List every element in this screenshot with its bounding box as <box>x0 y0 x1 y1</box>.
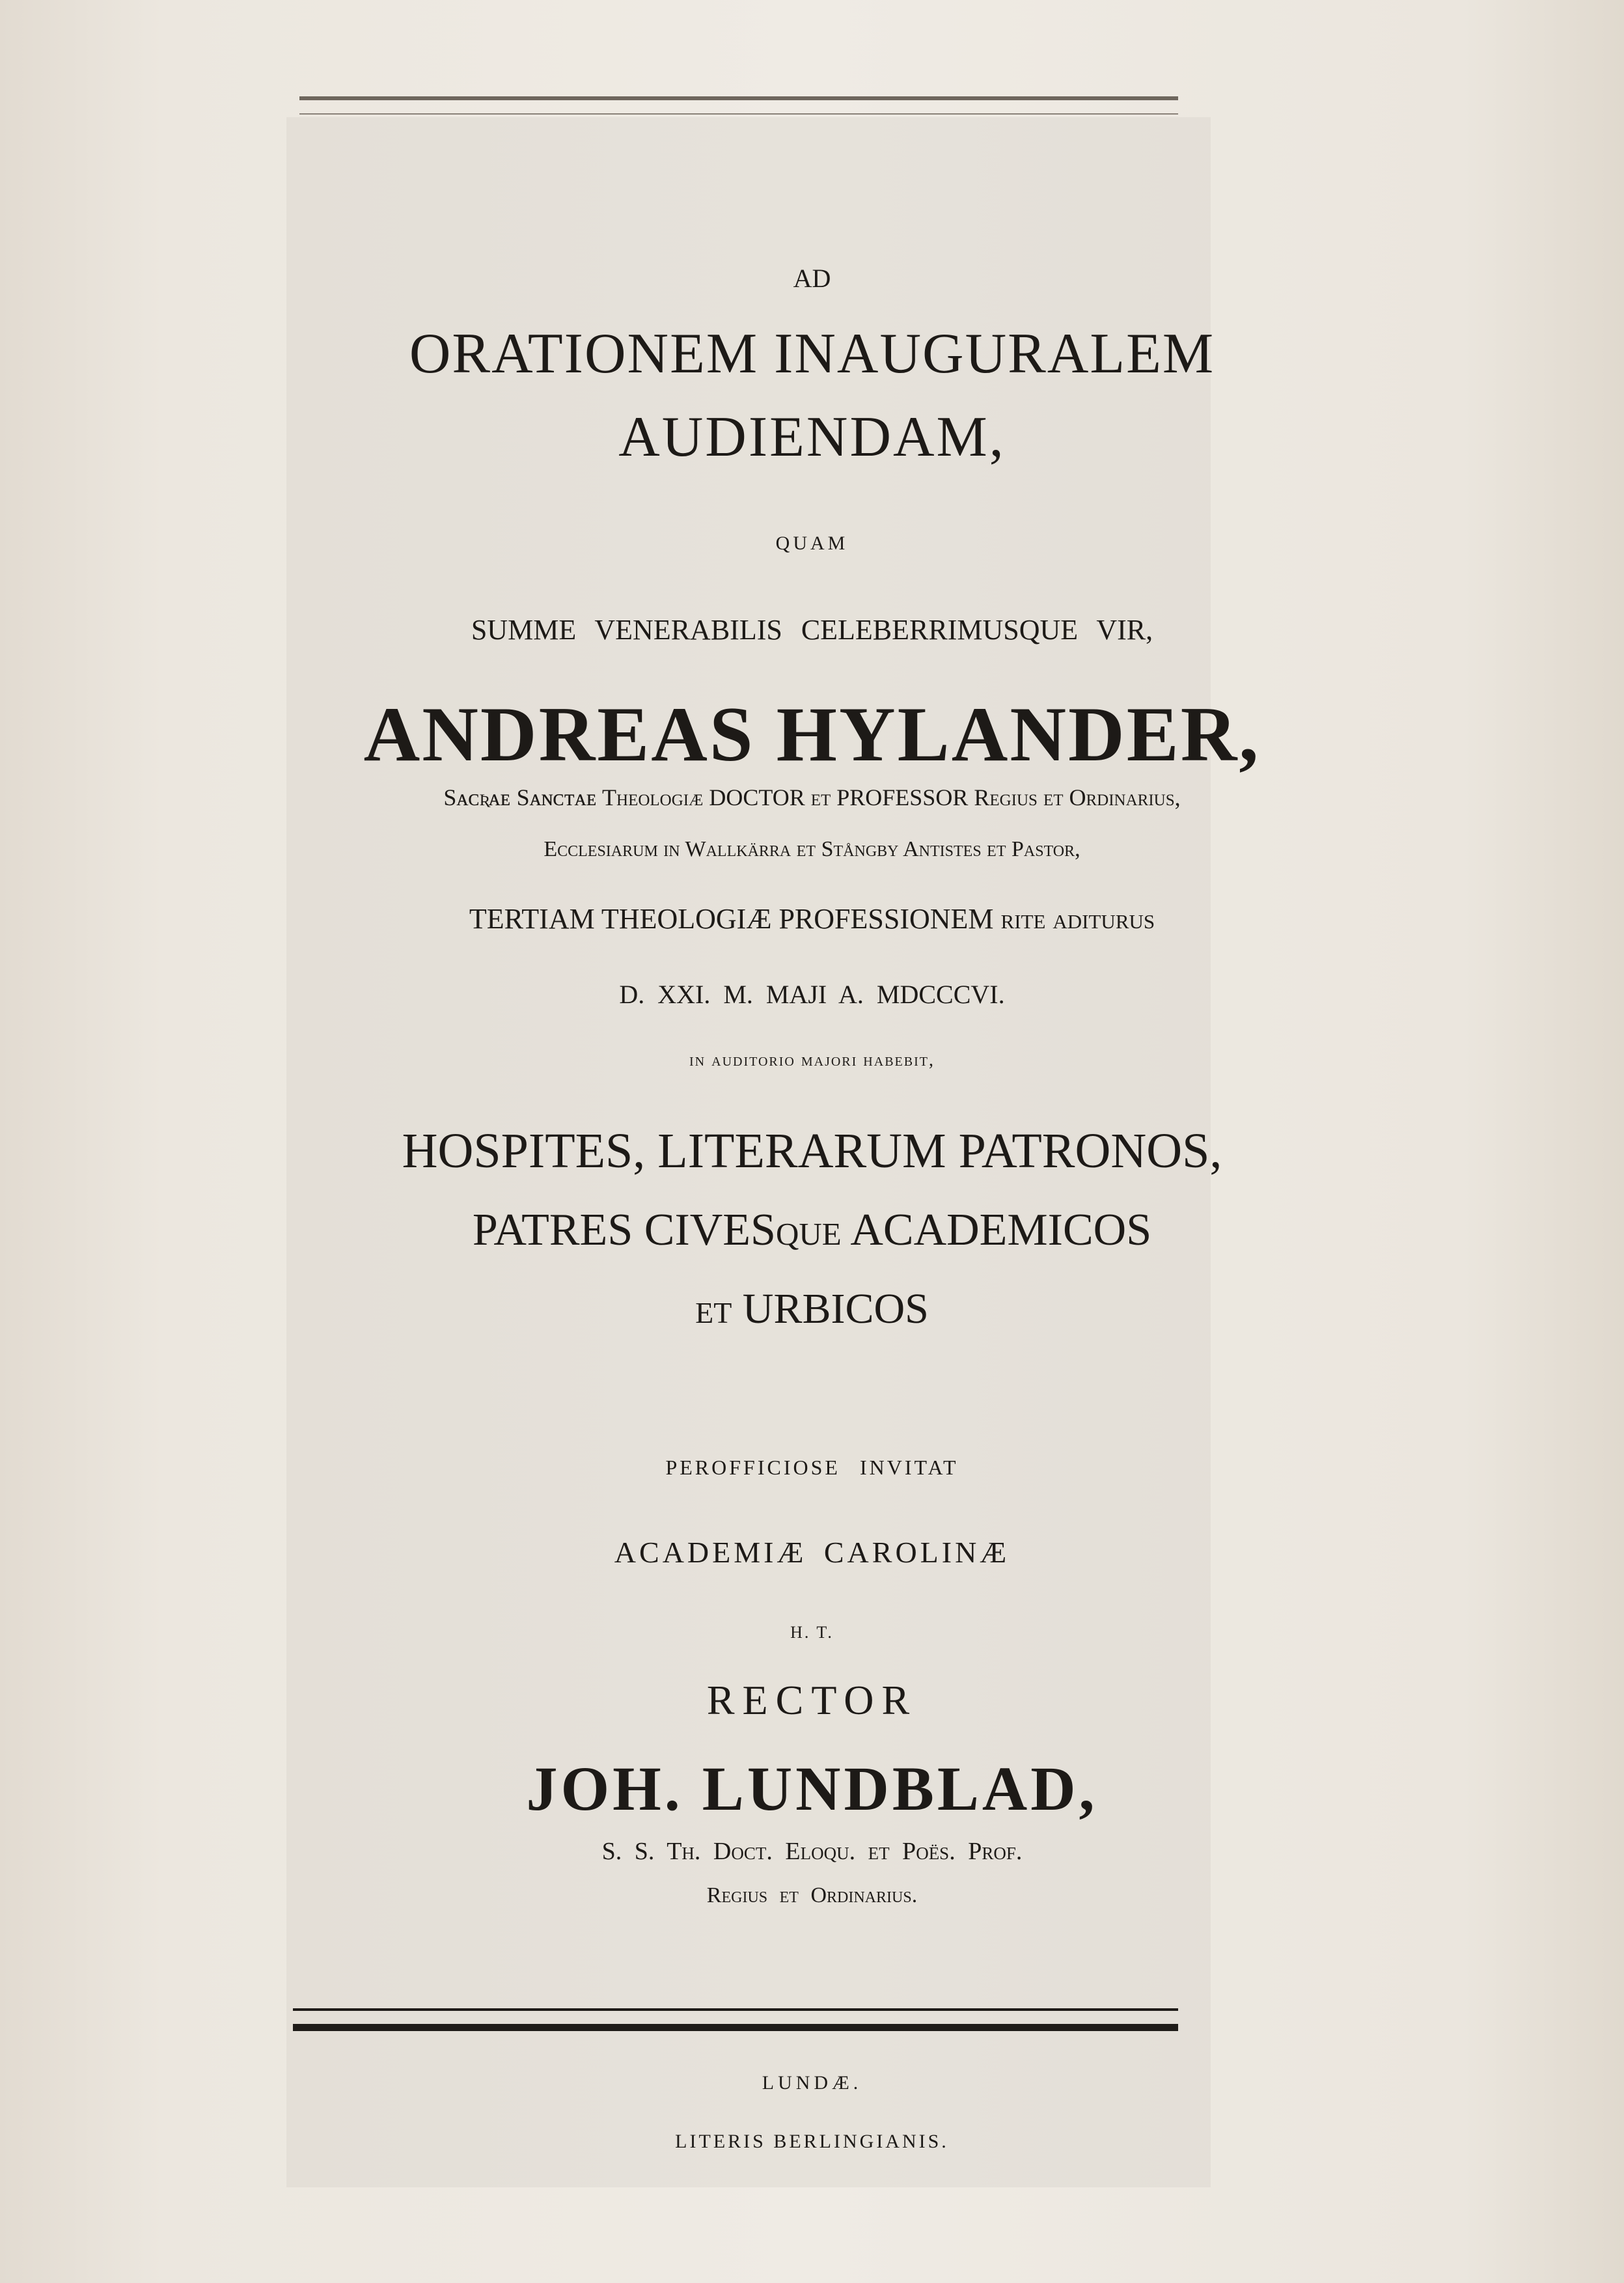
heading-ad: AD <box>793 264 831 293</box>
imprint-place: LUNDÆ. <box>762 2072 862 2094</box>
institution-line: ACADEMIÆ CAROLINÆ <box>614 1536 1010 1569</box>
date-line: D. XXI. M. MAJI A. MDCCCVI. <box>619 980 1005 1009</box>
subject-title-line1: Sᴀᴄʀᴀᴇ Sᴀɴᴄᴛᴀᴇ Theologiæ DOCTOR et PROFESSOR Regius et Ordinarius, <box>443 784 1181 810</box>
subject-title-line2: Ecclesiarum in Wallkärra et Stångby Antistes et Pastor, <box>544 837 1080 861</box>
invitation-line: PEROFFICIOSE INVITAT <box>665 1456 959 1479</box>
rector-title-line2: Regius et Ordinarius. <box>706 1883 918 1907</box>
rector-title-line1: S. S. Th. Doct. Eloqu. et Poës. Prof. <box>601 1838 1023 1865</box>
heading-orationem: ORATIONEM INAUGURALEM <box>409 322 1215 385</box>
audience-line2: PATRES CIVESque ACADEMICOS <box>472 1205 1152 1255</box>
imprint-printer: LITERIS BERLINGIANIS. <box>675 2131 949 2152</box>
rector-name: JOH. LUNDBLAD, <box>526 1754 1098 1823</box>
subject-intro: SUMME VENERABILIS CELEBERRIMUSQUE VIR, <box>471 614 1153 646</box>
ht-line: H. T. <box>790 1623 834 1642</box>
bottom-rule <box>293 2008 1178 2031</box>
top-rule <box>299 96 1178 115</box>
purpose-line: TERTIAM THEOLOGIÆ PROFESSIONEM rite aditurus <box>469 903 1155 935</box>
subject-name: ANDREAS HYLANDER, <box>363 691 1261 777</box>
rector-label: RECTOR <box>706 1677 918 1723</box>
word-quam: QUAM <box>775 533 849 554</box>
audience-line1: HOSPITES, LITERARUM PATRONOS, <box>402 1124 1222 1178</box>
heading-audiendam: AUDIENDAM, <box>618 406 1006 469</box>
audience-line3: et URBICOS <box>695 1285 929 1333</box>
location-line: in auditorio majori habebit, <box>689 1050 935 1070</box>
